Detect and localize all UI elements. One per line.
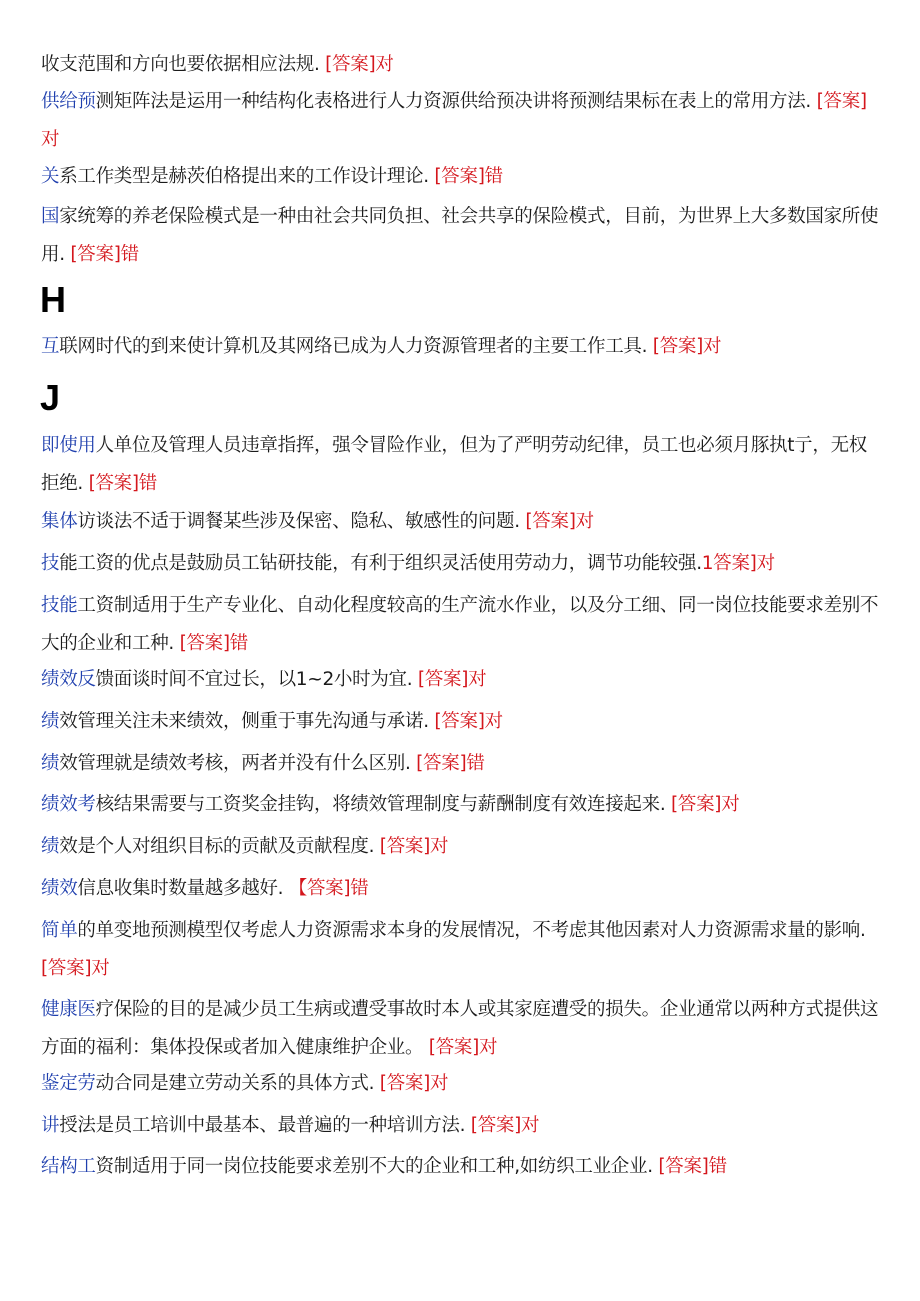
list-item: 绩效信息收集时数量越多越好. 【答案]错	[41, 878, 369, 899]
list-item: 互联网时代的到来使计算机及其网络已成为人力资源管理者的主要工作工具. [答案]对	[41, 336, 722, 357]
list-item: 关系工作类型是赫茨伯格提出来的工作设计理论. [答案]错	[41, 166, 503, 187]
answer-label: [答案]对	[417, 669, 487, 690]
answer-label: [答案]错	[179, 633, 248, 654]
answer-label: [答案]对	[525, 511, 594, 532]
answer-label: [答案]错	[434, 166, 503, 187]
answer-label: [答案]对	[41, 91, 867, 150]
list-item: 绩效管理就是绩效考核，两者并没有什么区别. [答案]错	[41, 753, 485, 774]
answer-label: [答案]错	[416, 753, 485, 774]
answer-label: [答案]错	[70, 244, 139, 265]
list-item: 绩效考核结果需要与工资奖金挂钩，将绩效管理制度与薪酬制度有效连接起来. [答案]对	[41, 794, 740, 815]
list-item: 绩效反馈面谈时间不宜过长，以1~2小时为宜. [答案]对	[41, 669, 487, 690]
answer-label: [答案]对	[434, 711, 503, 732]
answer-label: [答案]对	[379, 1073, 449, 1094]
list-item: 集体访谈法不适于调餐某些涉及保密、隐私、敏感性的问题. [答案]对	[41, 511, 594, 532]
list-item: 供给预测矩阵法是运用一种结构化表格进行人力资源供给预决讲将预测结果标在表上的常用方法. [答案]对	[41, 91, 867, 150]
list-item: 绩效管理关注未来绩效，侧重于事先沟通与承诺. [答案]对	[41, 711, 503, 732]
list-item: 收支范围和方向也要依据相应法规. [答案]对	[41, 54, 394, 75]
list-item: 绩效是个人对组织目标的贡献及贡献程度. [答案]对	[41, 836, 449, 857]
answer-label: [答案]对	[379, 836, 449, 857]
section-heading-h: H	[40, 279, 66, 320]
list-item: 技能工资的优点是鼓励员工钻研技能，有利于组织灵活使用劳动力，调节功能较强.1答案]对	[41, 553, 775, 574]
answer-label: [答案]对	[670, 794, 740, 815]
answer-label: [答案]对	[652, 336, 722, 357]
list-item: 健康医疗保险的目的是减少员工生病或遭受事故时本人或其家庭遭受的损失。企业通常以两种方式提供这方面的福利：集体投保或者加入健康维护企业。 [答案]对	[41, 999, 879, 1058]
answer-label: [答案]对	[325, 54, 394, 75]
answer-label: [答案]错	[658, 1156, 727, 1177]
list-item: 技能工资制适用于生产专业化、自动化程度较高的生产流水作业，以及分工细、同一岗位技能要求差别不大的企业和工种. [答案]错	[41, 595, 879, 654]
answer-label: [答案]错	[88, 473, 157, 494]
list-item: 即使用人单位及管理人员违章指挥，强令冒险作业，但为了严明劳动纪律，员工也必须月豚执t亍，无权拒绝. [答案]错	[41, 435, 867, 494]
list-item: 讲授法是员工培训中最基本、最普遍的一种培训方法. [答案]对	[41, 1115, 540, 1136]
answer-label: 1答案]对	[701, 553, 775, 574]
answer-label: [答案]对	[428, 1037, 498, 1058]
section-heading-j: J	[40, 377, 61, 418]
answer-label: 【答案]错	[288, 878, 369, 899]
answer-label: [答案]对	[470, 1115, 540, 1136]
answer-label: [答案]对	[41, 958, 110, 979]
list-item: 国家统筹的养老保险模式是一种由社会共同负担、社会共享的保险模式，目前，为世界上大多数国家所使用. [答案]错	[41, 206, 879, 265]
list-item: 鉴定劳动合同是建立劳动关系的具体方式. [答案]对	[41, 1073, 449, 1094]
list-item: 结构工资制适用于同一岗位技能要求差别不大的企业和工种,如纺织工业企业. [答案]错	[41, 1156, 727, 1177]
list-item: 简单的单变地预测模型仅考虑人力资源需求本身的发展情况，不考虑其他因素对人力资源需求量的影响. [答案]对	[41, 920, 866, 979]
